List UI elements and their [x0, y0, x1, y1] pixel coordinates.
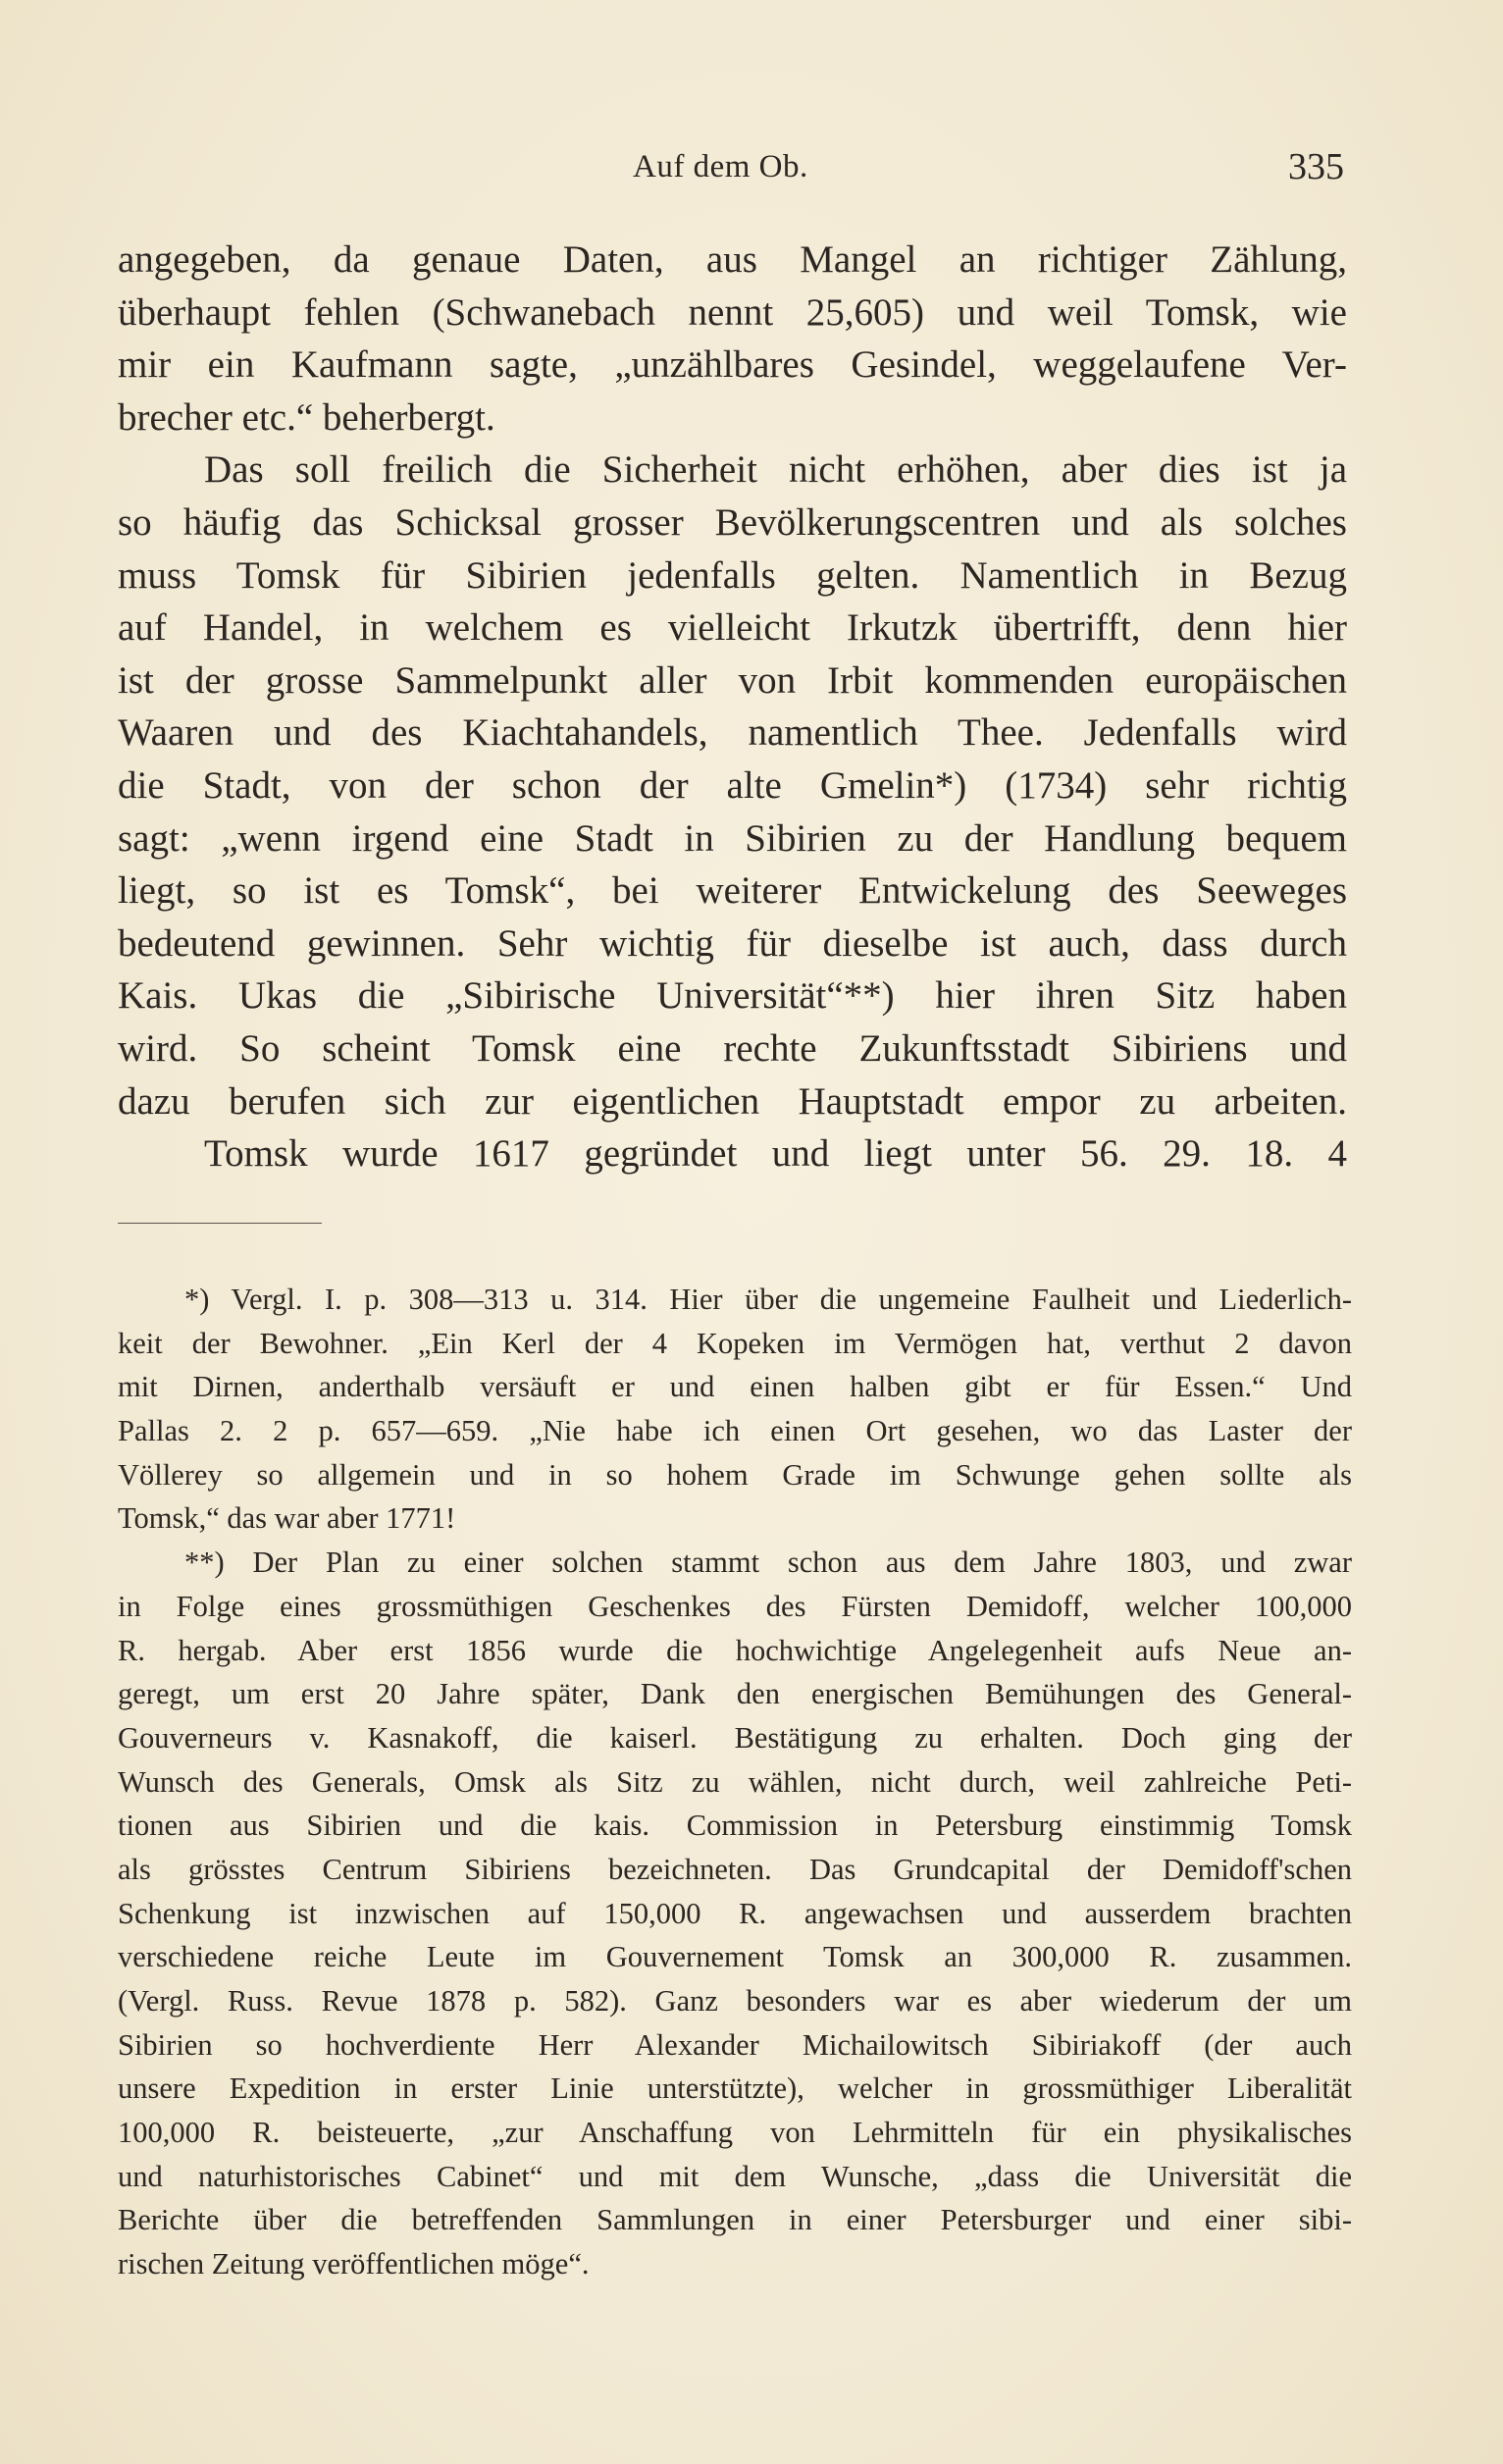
page-header — [118, 145, 1344, 194]
text-line: überhaupt fehlen (Schwanebach nennt 25,605) und weil Tomsk, wie — [118, 290, 1347, 334]
footnote-separator — [118, 1223, 322, 1224]
footnote-line: und naturhistorisches Cabinet“ und mit dem Wunsche, „dass die Universität die — [118, 2159, 1352, 2193]
footnote-line: keit der Bewohner. „Ein Kerl der 4 Kopeken im Vermögen hat, verthut 2 davon — [118, 1326, 1352, 1360]
text-line: sagt: „wenn irgend eine Stadt in Sibirien zu der Handlung bequem — [118, 816, 1347, 860]
text-line: die Stadt, von der schon der alte Gmelin*) (1734) sehr richtig — [118, 763, 1347, 807]
footnote-line: *) Vergl. I. p. 308—313 u. 314. Hier über die ungemeine Faulheit und Liederlich- — [184, 1283, 1352, 1316]
footnote-line: **) Der Plan zu einer solchen stammt schon aus dem Jahre 1803, und zwar — [184, 1546, 1352, 1580]
text-line: brecher etc.“ beherbergt. — [118, 395, 495, 439]
text-line: muss Tomsk für Sibirien jedenfalls gelten. Namentlich in Bezug — [118, 553, 1347, 597]
text-line: Kais. Ukas die „Sibirische Universität“**) hier ihren Sitz haben — [118, 974, 1347, 1018]
text-line: mir ein Kaufmann sagte, „unzählbares Gesindel, weggelaufene Ver- — [118, 343, 1347, 387]
text-line: dazu berufen sich zur eigentlichen Hauptstadt empor zu arbeiten. — [118, 1079, 1347, 1123]
footnote-line: 100,000 R. beisteuerte, „zur Anschaffung von Lehrmitteln für ein physikalisches — [118, 2116, 1352, 2150]
footnote-line: Berichte über die betreffenden Sammlungen in einer Petersburger und einer sibi- — [118, 2203, 1352, 2237]
text-line: Waaren und des Kiachtahandels, namentlich Thee. Jedenfalls wird — [118, 711, 1347, 755]
footnote-line: Tomsk,“ das war aber 1771! — [118, 1501, 456, 1536]
page-number: 335 — [1288, 146, 1344, 187]
text-line: Tomsk wurde 1617 gegründet und liegt unter 56. 29. 18. 4 — [204, 1132, 1347, 1176]
footnote-line: (Vergl. Russ. Revue 1878 p. 582). Ganz besonders war es aber wiederum der um — [118, 1984, 1352, 2018]
text-line: auf Handel, in welchem es vielleicht Irkutzk übertrifft, denn hier — [118, 606, 1347, 650]
text-line: liegt, so ist es Tomsk“, bei weiterer Entwickelung des Seeweges — [118, 869, 1347, 913]
text-line: wird. So scheint Tomsk eine rechte Zukunftsstadt Sibiriens und — [118, 1026, 1347, 1070]
footnote-line: Wunsch des Generals, Omsk als Sitz zu wählen, nicht durch, weil zahlreiche Peti- — [118, 1764, 1352, 1799]
footnote-line: als grösstes Centrum Sibiriens bezeichneten. Das Grundcapital der Demidoff'schen — [118, 1852, 1352, 1886]
footnote-line: tionen aus Sibirien und die kais. Commission in Petersburg einstimmig Tomsk — [118, 1809, 1352, 1843]
footnote-line: R. hergab. Aber erst 1856 wurde die hochwichtige Angelegenheit aufs Neue an- — [118, 1633, 1352, 1667]
footnote-line: Schenkung ist inzwischen auf 150,000 R. angewachsen und ausserdem brachten — [118, 1896, 1352, 1930]
text-line: Das soll freilich die Sicherheit nicht erhöhen, aber dies ist ja — [204, 448, 1347, 492]
text-line: ist der grosse Sammelpunkt aller von Irbit kommenden europäischen — [118, 658, 1347, 702]
footnotes — [118, 1278, 1352, 2286]
text-line: angegeben, da genaue Daten, aus Mangel an richtiger Zählung, — [118, 238, 1347, 281]
main-text — [118, 234, 1347, 1180]
footnote-line: rischen Zeitung veröffentlichen möge“. — [118, 2247, 590, 2281]
text-line: bedeutend gewinnen. Sehr wichtig für dieselbe ist auch, dass durch — [118, 921, 1347, 965]
text-line: so häufig das Schicksal grosser Bevölkerungscentren und als solches — [118, 500, 1347, 544]
footnote-line: in Folge eines grossmüthigen Geschenkes des Fürsten Demidoff, welcher 100,000 — [118, 1589, 1352, 1623]
footnote-line: mit Dirnen, anderthalb versäuft er und einen halben gibt er für Essen.“ Und — [118, 1370, 1352, 1404]
footnote-line: unsere Expedition in erster Linie unterstützte), welcher in grossmüthiger Liberalität — [118, 2071, 1352, 2106]
footnote-line: geregt, um erst 20 Jahre später, Dank den energischen Bemühungen des General- — [118, 1677, 1352, 1711]
footnote-line: verschiedene reiche Leute im Gouvernement Tomsk an 300,000 R. zusammen. — [118, 1940, 1352, 1974]
footnote-line: Völlerey so allgemein und in so hohem Grade im Schwunge gehen sollte als — [118, 1457, 1352, 1492]
footnote-line: Pallas 2. 2 p. 657—659. „Nie habe ich einen Ort gesehen, wo das Laster der — [118, 1414, 1352, 1448]
footnote-line: Sibirien so hochverdiente Herr Alexander Michailowitsch Sibiriakoff (der auch — [118, 2027, 1352, 2062]
footnote-line: Gouverneurs v. Kasnakoff, die kaiserl. Bestätigung zu erhalten. Doch ging der — [118, 1720, 1352, 1755]
running-title: Auf dem Ob. — [633, 149, 808, 184]
